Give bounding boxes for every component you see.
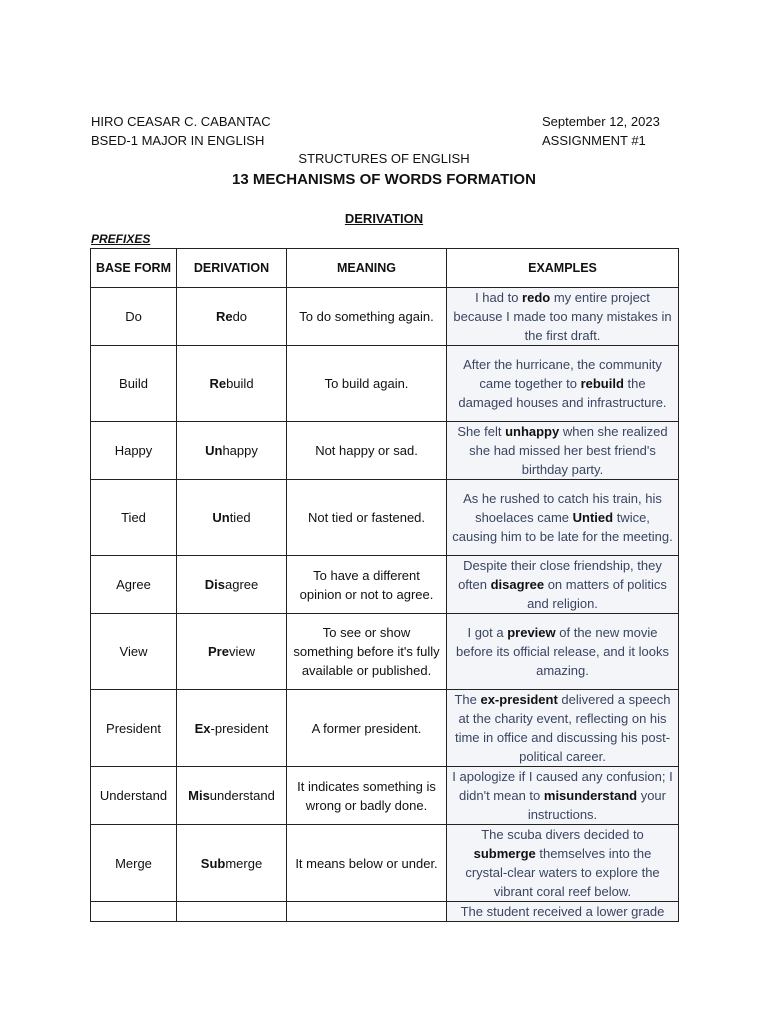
prefix-text: Pre <box>208 644 229 659</box>
example-cell <box>447 614 679 690</box>
root-text: build <box>226 376 254 391</box>
column-header-derivation: DERIVATION <box>177 249 287 288</box>
derivation-cell <box>177 288 287 346</box>
example-text: your instructions. <box>527 788 666 822</box>
example-text: of the new movie before its official release, and it looks amazing. <box>456 625 669 678</box>
student-course: BSED-1 MAJOR IN ENGLISH <box>91 133 265 148</box>
prefixes-label: PREFIXES <box>91 232 151 246</box>
example-highlight-word: submerge <box>473 846 536 861</box>
meaning-cell: Not tied or fastened. <box>287 480 447 556</box>
column-header-examples: EXAMPLES <box>447 249 679 288</box>
derivation-cell <box>177 556 287 614</box>
derivation-cell <box>177 422 287 480</box>
example-highlight-word: redo <box>522 290 551 305</box>
example-text: when she realized she had missed her best friend's birthday party. <box>469 424 668 477</box>
derivation-table <box>90 248 679 922</box>
prefix-text: Re <box>215 309 233 324</box>
student-name: HIRO CEASAR C. CABANTAC <box>91 114 271 129</box>
example-cell <box>447 288 679 346</box>
meaning-cell: It means below or under. <box>287 825 447 902</box>
meaning-cell: It indicates something is wrong or badly done. <box>287 767 447 825</box>
root-text: agree <box>224 577 259 592</box>
meaning-cell: A former president. <box>287 690 447 767</box>
base-form-cell: Happy <box>91 422 177 480</box>
base-form-cell <box>91 902 177 922</box>
root-text: happy <box>222 443 258 458</box>
table-row <box>91 902 679 922</box>
assignment-date: September 12, 2023 <box>542 114 660 129</box>
derivation-cell <box>177 767 287 825</box>
base-form-cell: Understand <box>91 767 177 825</box>
base-form-cell: Agree <box>91 556 177 614</box>
meaning-cell: To do something again. <box>287 288 447 346</box>
meaning-cell: To have a different opinion or not to agree. <box>287 556 447 614</box>
example-text: I got a <box>467 625 508 640</box>
example-highlight-word: preview <box>507 625 556 640</box>
example-text: themselves into the crystal-clear waters to explore the vibrant coral reef below. <box>465 846 660 899</box>
table-row <box>91 690 679 767</box>
example-highlight-word: rebuild <box>580 376 624 391</box>
root-text: merge <box>225 855 263 871</box>
table-row <box>91 556 679 614</box>
derivation-cell <box>177 902 287 922</box>
example-text: The <box>454 692 481 707</box>
base-form-cell: Merge <box>91 825 177 902</box>
derivation-cell <box>177 825 287 902</box>
example-text: The scuba divers decided to <box>481 827 644 842</box>
example-highlight-word: misunderstand <box>543 788 638 803</box>
column-header-meaning: MEANING <box>287 249 447 288</box>
prefix-text: Sub <box>200 855 226 871</box>
root-text: understand <box>209 788 275 803</box>
table-row <box>91 422 679 480</box>
prefix-text: Ex <box>194 720 211 736</box>
example-text: The student received a lower grade <box>460 904 665 919</box>
example-text: twice, causing him to be late for the meeting. <box>452 510 673 544</box>
example-cell <box>447 480 679 556</box>
document-title: 13 MECHANISMS OF WORDS FORMATION <box>232 171 536 188</box>
prefix-text: Mis <box>188 788 210 803</box>
assignment-number: ASSIGNMENT #1 <box>542 133 646 148</box>
section-heading: DERIVATION <box>344 211 424 226</box>
meaning-cell: Not happy or sad. <box>287 422 447 480</box>
meaning-cell: To see or show something before it's fully available or published. <box>287 614 447 690</box>
base-form-cell: Build <box>91 346 177 422</box>
prefix-text: Re <box>209 376 227 391</box>
example-cell <box>447 767 679 825</box>
example-cell <box>447 902 679 922</box>
example-text: my entire project because I made too many mistakes in the first draft. <box>453 290 672 343</box>
table-row <box>91 288 679 346</box>
table-header-row <box>91 249 679 288</box>
column-header-base-form: BASE FORM <box>91 249 177 288</box>
meaning-cell: To build again. <box>287 346 447 422</box>
meaning-cell <box>287 902 447 922</box>
table-row <box>91 614 679 690</box>
example-highlight-word: disagree <box>490 577 545 592</box>
base-form-cell: View <box>91 614 177 690</box>
table-row <box>91 825 679 902</box>
example-text: delivered a speech at the charity event, reflecting on his time in office and discussing his post-political career. <box>454 692 671 764</box>
table-row <box>91 767 679 825</box>
example-highlight-word: unhappy <box>505 424 560 439</box>
prefix-text: Un <box>205 443 223 458</box>
example-highlight-word: Untied <box>572 510 614 525</box>
example-text: I had to <box>475 290 523 305</box>
example-text: I apologize if I caused any confusion; I didn't mean to <box>452 769 673 803</box>
example-text: After the hurricane, the community came together to <box>463 357 662 391</box>
table-row <box>91 480 679 556</box>
example-text: Despite their close friendship, they often <box>458 558 662 592</box>
example-text: As he rushed to catch his train, his shoelaces came <box>463 491 662 525</box>
base-form-cell: President <box>91 690 177 767</box>
derivation-cell <box>177 480 287 556</box>
derivation-cell <box>177 614 287 690</box>
example-text: the damaged houses and infrastructure. <box>458 376 667 410</box>
prefix-text: Un <box>212 510 230 525</box>
derivation-cell <box>177 690 287 767</box>
example-cell <box>447 556 679 614</box>
base-form-cell: Do <box>91 288 177 346</box>
example-highlight-word: ex-president <box>480 692 558 707</box>
derivation-cell <box>177 346 287 422</box>
root-text: do <box>232 309 248 324</box>
root-text: tied <box>229 510 251 525</box>
example-cell <box>447 825 679 902</box>
root-text: view <box>228 644 255 659</box>
example-cell <box>447 690 679 767</box>
example-text: She felt <box>457 424 506 439</box>
document-subtitle: STRUCTURES OF ENGLISH <box>298 151 470 166</box>
base-form-cell: Tied <box>91 480 177 556</box>
prefix-text: Dis <box>204 577 225 592</box>
example-cell <box>447 346 679 422</box>
example-text: on matters of politics and religion. <box>527 577 667 611</box>
example-cell <box>447 422 679 480</box>
root-text: -president <box>210 720 269 736</box>
table-row <box>91 346 679 422</box>
